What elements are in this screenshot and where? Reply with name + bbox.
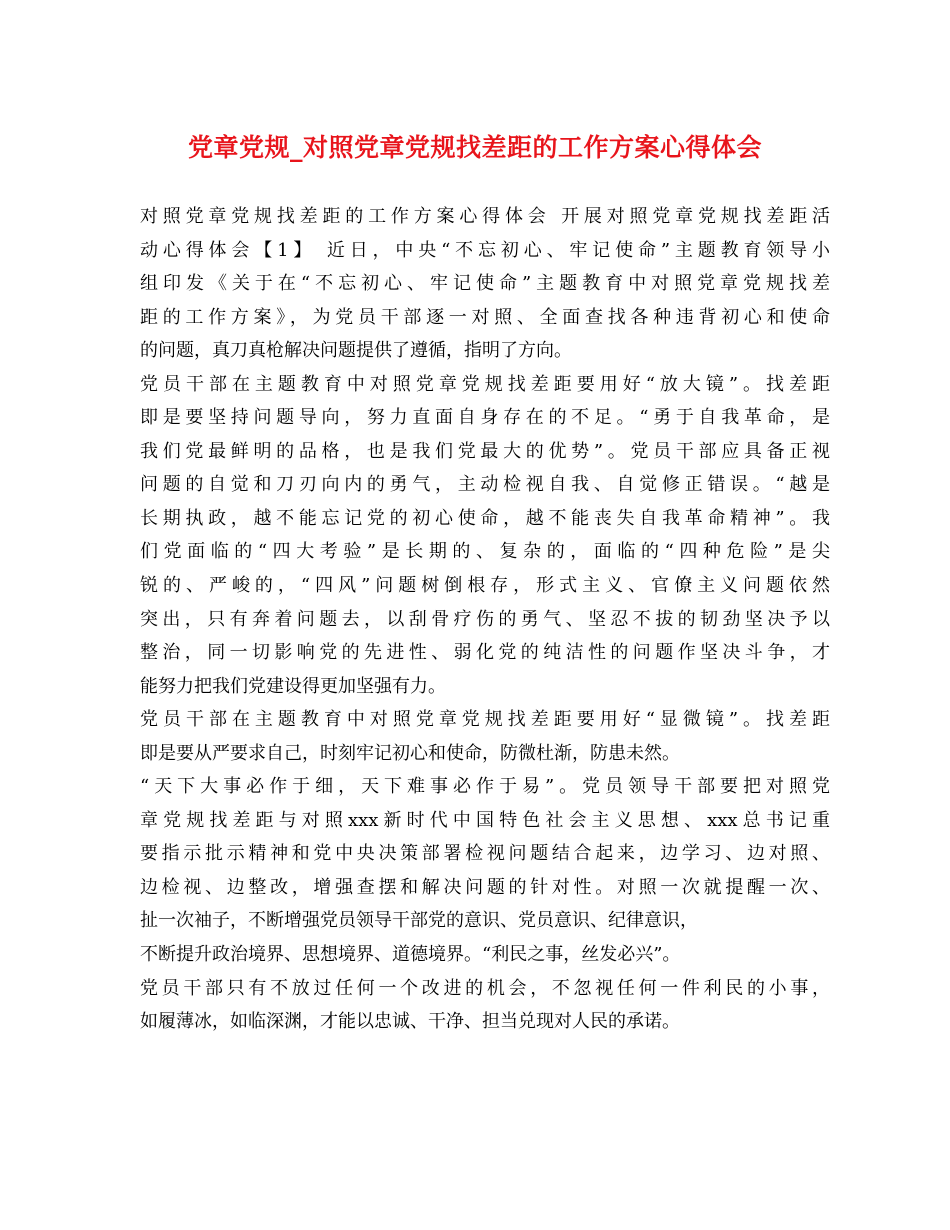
text-line: 不断提升政治境界、思想境界、道德境界。“利民之事，丝发必兴”。 [140,944,681,966]
text-line: 党员干部在主题教育中对照党章党规找差距要用好“放大镜”。找差距 [140,373,830,395]
text-line: 们党面临的“四大考验”是长期的、复杂的，面临的“四种危险”是尖 [140,541,830,563]
text-line: 对照党章党规找差距的工作方案心得体会 开展对照党章党规找差距活 [140,206,830,227]
document-body [140,200,830,1039]
text-line: 组印发《关于在“不忘初心、牢记使命”主题教育中对照党章党规找差 [140,273,830,295]
text-line: 问题的自觉和刀刃向内的勇气，主动检视自我、自觉修正错误。“越是 [140,474,830,496]
text-line: 党员干部只有不放过任何一个改进的机会，不忽视任何一件利民的小事， [140,977,830,999]
text-line: 扯一次袖子，不断增强党员领导干部党的意识、党员意识、纪律意识， [140,910,698,932]
text-line: “天下大事必作于细，天下难事必作于易”。党员领导干部要把对照党 [140,776,830,798]
text-line: 长期执政，越不能忘记党的初心使命，越不能丧失自我革命精神”。我 [140,507,830,529]
document-title: 党章党规_对照党章党规找差距的工作方案心得体会 [187,133,762,162]
text-line: 能努力把我们党建设得更加坚强有力。 [140,675,446,697]
text-line: 整治，同一切影响党的先进性、弱化党的纯洁性的问题作坚决斗争，才 [140,642,830,664]
text-line: 动心得体会【1】 近日，中央“不忘初心、牢记使命”主题教育领导小 [140,239,830,261]
text-line: 即是要从严要求自己，时刻牢记初心和使命，防微杜渐，防患未然。 [140,742,680,764]
text-line: 突出，只有奔着问题去，以刮骨疗伤的勇气、坚忍不拔的韧劲坚决予以 [140,608,830,630]
text-line: 党员干部在主题教育中对照党章党规找差距要用好“显微镜”。找差距 [140,709,830,731]
text-line: 距的工作方案》，为党员干部逐一对照、全面查找各种违背初心和使命 [140,306,830,328]
text-line: 要指示批示精神和党中央决策部署检视问题结合起来，边学习、边对照、 [140,843,830,865]
text-line: 锐的、严峻的，“四风”问题树倒根存，形式主义、官僚主义问题依然 [140,575,830,597]
text-line: 即是要坚持问题导向，努力直面自身存在的不足。“勇于自我革命，是 [140,407,830,429]
text-line: 章党规找差距与对照xxx新时代中国特色社会主义思想、xxx总书记重 [140,809,830,831]
text-line: 我们党最鲜明的品格，也是我们党最大的优势”。党员干部应具备正视 [140,440,830,462]
text-line: 如履薄冰，如临深渊，才能以忠诚、干净、担当兑现对人民的承诺。 [140,1011,680,1033]
text-line: 边检视、边整改，增强查摆和解决问题的针对性。对照一次就提醒一次、 [140,876,830,898]
text-line: 的问题，真刀真枪解决问题提供了遵循，指明了方向。 [140,340,572,362]
